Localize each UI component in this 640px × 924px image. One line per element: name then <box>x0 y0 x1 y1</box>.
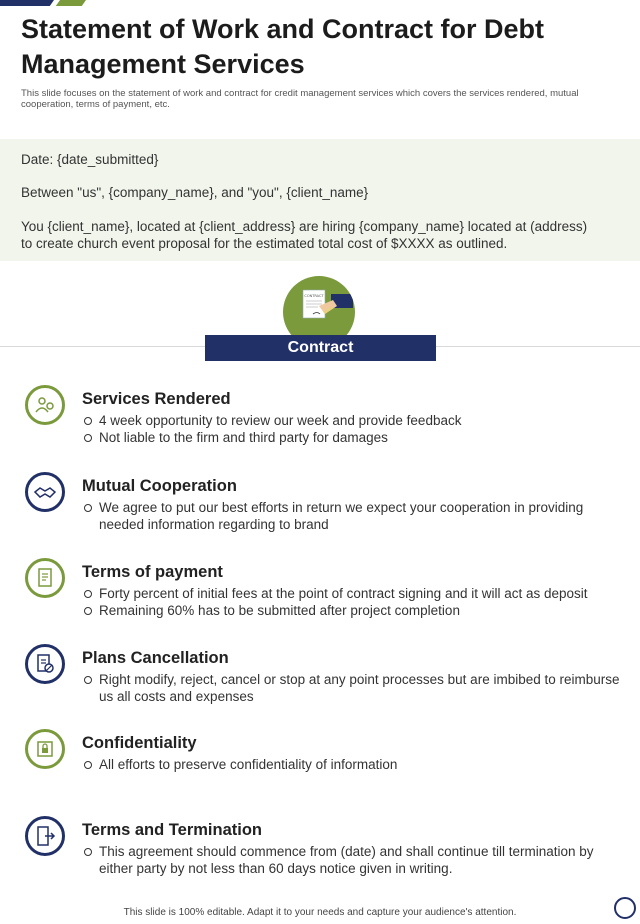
top-accent-navy <box>0 0 54 6</box>
section-title: Confidentiality <box>82 734 197 752</box>
contract-banner: Contract <box>205 335 436 361</box>
bullet-item: All efforts to preserve confidentiality of information <box>82 756 627 773</box>
bullet-list <box>82 585 627 619</box>
bullet-list <box>82 843 627 877</box>
page-title: Statement of Work and Contract for Debt Management Services <box>21 14 545 79</box>
section-title: Terms of payment <box>82 563 223 581</box>
between-line: Between "us", {company_name}, and "you", {client_name} <box>21 185 369 200</box>
bullet-item: Forty percent of initial fees at the point of contract signing and it will act as deposit <box>82 585 627 602</box>
page-subtitle: This slide focuses on the statement of work and contract for credit management services which covers the services rendered, mutual cooperation, terms of payment, etc. <box>21 88 579 110</box>
info-box <box>0 139 640 261</box>
bullet-list <box>82 756 627 773</box>
bullet-list <box>82 412 627 446</box>
document-icon <box>25 558 65 598</box>
you-line: You {client_name}, located at {client_address} are hiring {company_name} located at (address) to create church event proposal for the estimated total cost of $XXXX as outlined. <box>21 219 588 251</box>
lock-icon <box>25 729 65 769</box>
bullet-list <box>82 671 627 705</box>
bullet-item: 4 week opportunity to review our week and provide feedback <box>82 412 627 429</box>
handshake-icon <box>25 472 65 512</box>
top-accent-green <box>56 0 86 6</box>
corner-circle-icon <box>614 897 636 919</box>
document-cancel-icon <box>25 644 65 684</box>
bullet-list <box>82 499 627 533</box>
section-title: Mutual Cooperation <box>82 477 237 495</box>
bullet-item: We agree to put our best efforts in return we expect your cooperation in providing needed information regarding to brand <box>82 499 627 533</box>
section-title: Services Rendered <box>82 390 231 408</box>
contract-doc-text: CONTRACT <box>304 294 324 298</box>
date-line: Date: {date_submitted} <box>21 152 159 167</box>
bullet-item: This agreement should commence from (date) and shall continue till termination by either party by not less than 60 days notice given in writing. <box>82 843 627 877</box>
bullet-item: Right modify, reject, cancel or stop at any point processes but are imbibed to reimburse us all costs and expenses <box>82 671 627 705</box>
bullet-item: Not liable to the firm and third party for damages <box>82 429 627 446</box>
door-exit-icon <box>25 816 65 856</box>
section-title: Plans Cancellation <box>82 649 229 667</box>
person-gear-icon <box>25 385 65 425</box>
footer-note: This slide is 100% editable. Adapt it to your needs and capture your audience's attention. <box>123 907 517 918</box>
bullet-item: Remaining 60% has to be submitted after project completion <box>82 602 627 619</box>
section-title: Terms and Termination <box>82 821 263 839</box>
